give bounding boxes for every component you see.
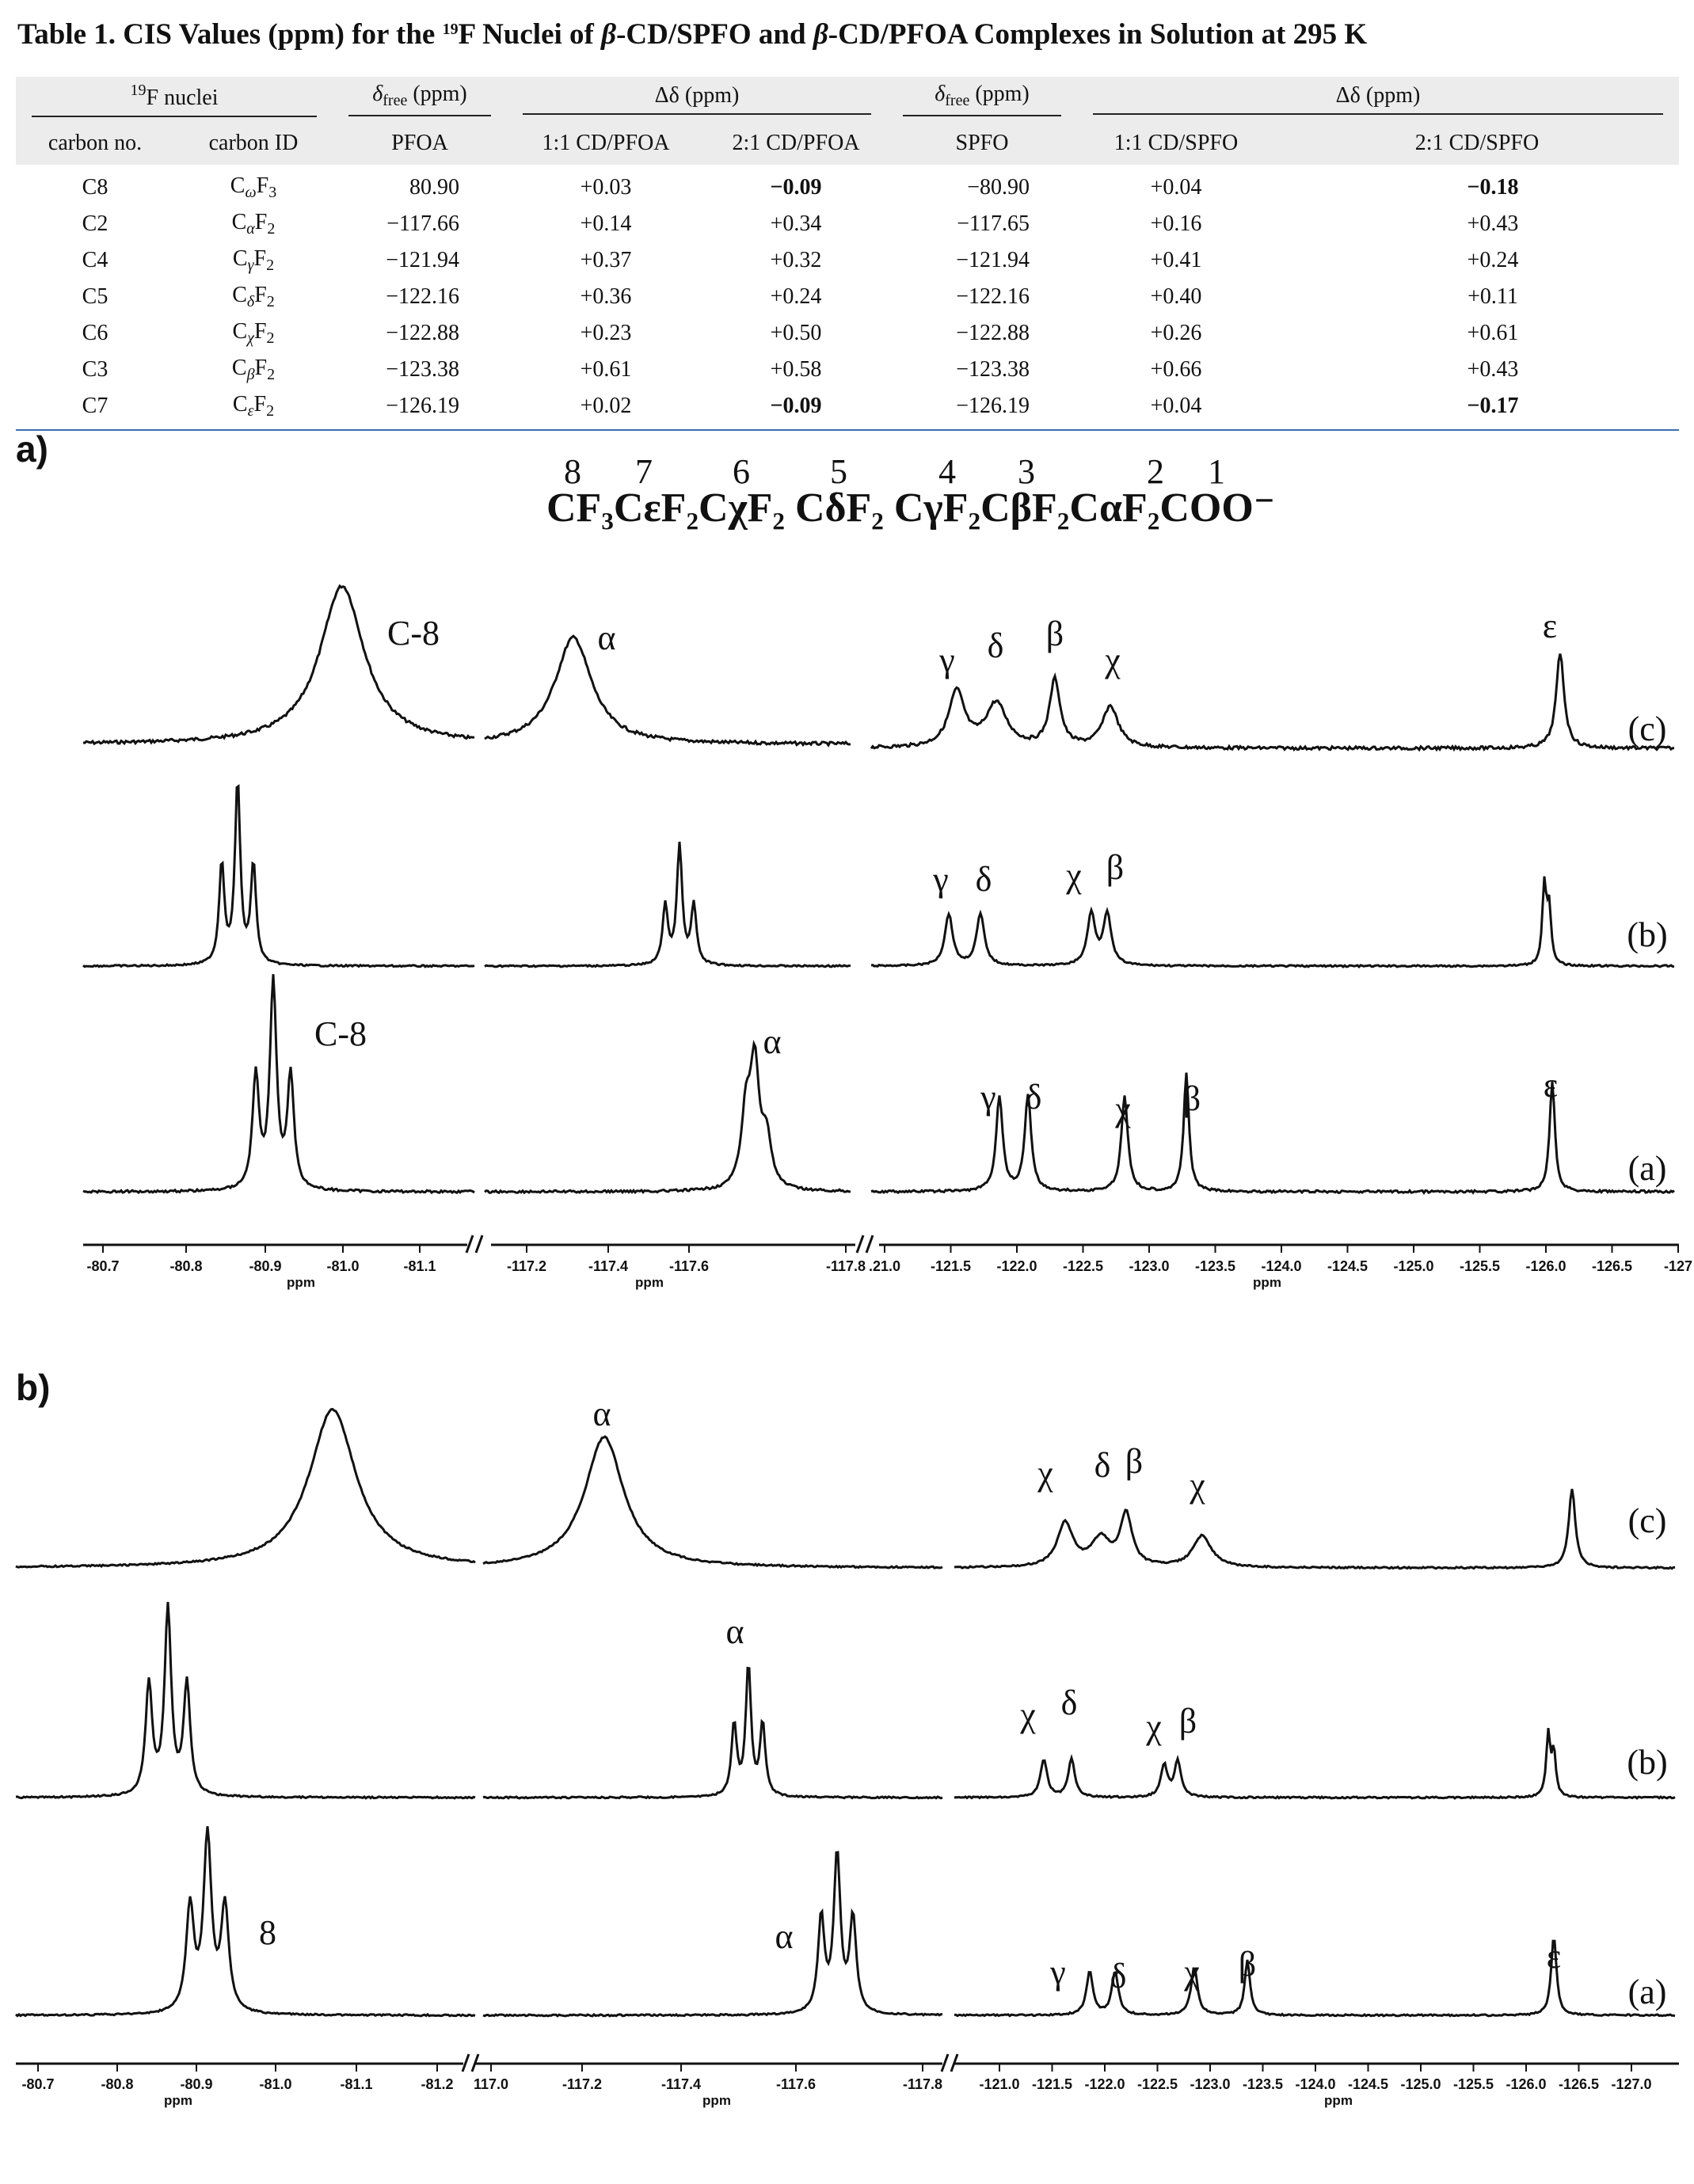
axis-unit-label: ppm [287,1275,315,1290]
axis-tick-label: -80.7 [21,2076,55,2092]
cell-spfo-11: +0.16 [1150,211,1202,236]
cell-pfoa: 80.90 [409,175,459,200]
axis-tick-label: -125.5 [1459,1258,1501,1274]
axis-tick-label: -121.5 [930,1258,972,1274]
cell-spfo-21: −0.18 [1467,175,1519,200]
axis-tick-label: -126.5 [1591,1258,1633,1274]
cell-spfo-11: +0.04 [1150,394,1202,418]
axis-tick-label: 117.0 [473,2076,509,2092]
cell-spfo-11: +0.41 [1150,248,1202,272]
cell-pfoa-21: +0.50 [770,321,822,345]
axis-unit-label: ppm [635,1275,664,1290]
cell-spfo-11: +0.66 [1150,357,1202,382]
peak-label-a-b: χ [1066,856,1082,895]
spectrum-a-a-seg1 [83,974,474,1193]
col-carbon-id: carbon ID [174,121,333,165]
axis-tick-label: -122.5 [1136,2076,1178,2092]
peak-label-b-c: χ [1190,1466,1205,1505]
peak-label-b-b: χ [1020,1695,1036,1734]
cell-spfo-11: +0.40 [1150,284,1202,309]
peak-label-a-c: C-8 [387,614,440,653]
axis-tick-label: -122.5 [1062,1258,1104,1274]
peak-label-a-c: α [597,618,616,657]
axis-unit-label: ppm [1253,1275,1281,1290]
peak-label-b-a: β [1238,1945,1257,1984]
cell-carbon-id: $C_\beta F_2$ [231,356,276,383]
header-nuclei: $^{19}$F nuclei [16,77,333,121]
peak-label-b-c: δ [1094,1446,1111,1485]
cell-carbon-no: C5 [82,284,108,309]
axis-break [466,1235,482,1253]
axis-unit-label: ppm [1324,2093,1353,2108]
axis-tick-label: -80.9 [180,2076,213,2092]
header-ddelta-spfo: Δδ (ppm) [1077,77,1679,121]
cell-pfoa: −123.38 [386,357,459,382]
cell-pfoa-11: +0.03 [580,175,632,200]
spectrum-b-b-seg3 [954,1728,1675,1798]
axis-break [942,2054,957,2072]
peak-label-a-a: α [763,1022,782,1061]
cell-carbon-id: $C_\alpha F_2$ [231,210,276,238]
cell-carbon-id: $C_\varepsilon F_2$ [232,392,275,420]
spectrum-a-c-seg2 [485,636,851,745]
axis-tick-label: -127 [1663,1258,1693,1274]
spectrum-b-b-seg1 [16,1602,475,1798]
peak-label-b-a: γ [1050,1953,1066,1992]
cell-pfoa-21: −0.09 [770,394,822,418]
col-spfo: SPFO [887,121,1077,165]
axis-tick-label: -117.8 [902,2076,943,2092]
peak-label-b-b: χ [1146,1707,1162,1746]
cell-spfo-21: +0.11 [1467,284,1518,309]
peak-label-b-b: β [1178,1702,1197,1741]
formula-number: 1 [1208,452,1225,491]
formula-number: 6 [733,452,750,491]
cell-spfo-21: +0.43 [1467,357,1519,382]
peak-label-a-c: δ [987,626,1004,665]
peak-label-a-b: γ [933,860,949,899]
formula-number: 7 [635,452,653,491]
cell-spfo-21: +0.24 [1467,248,1519,272]
axis-tick-label: -124.0 [1261,1258,1302,1274]
peak-label-b-b: δ [1060,1684,1078,1722]
cell-pfoa-11: +0.14 [580,211,632,236]
spectrum-b-a-seg2 [483,1852,942,2016]
cell-pfoa: −122.88 [386,321,459,345]
cell-pfoa-21: +0.24 [770,284,822,309]
cell-pfoa-11: +0.02 [580,394,632,418]
axis-tick-label: -80.7 [86,1258,120,1274]
axis-break [463,2054,478,2072]
peak-label-a-a: C-8 [314,1014,367,1053]
peak-label-b-a: 8 [259,1913,276,1952]
peak-label-a-a: β [1182,1079,1201,1118]
trace-label-a: (a) [1627,1973,1667,2011]
axis-tick-label: -117.6 [775,2076,817,2092]
peak-label-a-a: ε [1543,1066,1559,1105]
peak-label-b-c: χ [1037,1454,1053,1493]
cell-spfo: −122.88 [956,321,1030,345]
axis-tick-label: -117.4 [588,1258,629,1274]
spectrum-b-b-seg2 [483,1668,942,1798]
cell-spfo: −122.16 [956,284,1030,309]
axis-tick-label: -81.2 [421,2076,454,2092]
cell-spfo: −117.65 [957,211,1030,236]
axis-tick-label: -124.5 [1327,1258,1369,1274]
peak-label-b-c: α [592,1394,611,1433]
header-ddelta-pfoa: Δδ (ppm) [507,77,887,121]
axis-tick-label: -126.0 [1525,1258,1566,1274]
spectrum-a-b-seg2 [485,842,851,967]
peak-label-a-c: ε [1542,607,1558,645]
axis-tick-label: -123.5 [1194,1258,1236,1274]
spectrum-a-b-seg1 [83,786,474,967]
cell-pfoa: −121.94 [386,248,459,272]
axis-tick-label: -124.0 [1295,2076,1336,2092]
peak-label-a-a: χ [1115,1090,1131,1128]
axis-unit-label: ppm [702,2093,731,2108]
panel-b-label: b) [16,1367,51,1408]
axis-tick-label: .21.0 [868,1258,901,1274]
cell-carbon-no: C6 [82,321,108,345]
table-caption: Table 1. CIS Values (ppm) for the $^{19}$F Nuclei of β-CD/SPFO and β-CD/PFOA Complexes in Solution at 295 K [17,18,1368,51]
axis-tick-label: -117.4 [660,2076,702,2092]
axis-tick-label: -80.9 [249,1258,282,1274]
cell-spfo-21: −0.17 [1467,394,1519,418]
cell-carbon-no: C4 [82,248,108,272]
axis-tick-label: -117.6 [668,1258,710,1274]
axis-tick-label: -80.8 [101,2076,134,2092]
axis-tick-label: -81.0 [259,2076,292,2092]
peak-label-a-b: β [1106,848,1125,887]
cell-carbon-no: C8 [82,175,108,200]
peak-label-a-a: γ [980,1078,996,1117]
axis-tick-label: -122.0 [1084,2076,1125,2092]
spectrum-a-a-seg2 [485,1044,851,1193]
axis-tick-label: -124.5 [1347,2076,1389,2092]
cell-carbon-no: C7 [82,394,108,418]
axis-tick-label: -123.5 [1242,2076,1284,2092]
cell-pfoa: −117.66 [386,211,459,236]
cell-carbon-no: C3 [82,357,108,382]
peak-label-a-c: χ [1105,641,1121,679]
axis-tick-label: -81.0 [326,1258,360,1274]
axis-tick-label: -126.5 [1558,2076,1600,2092]
peak-label-b-c: β [1125,1442,1144,1481]
col-spfo-21: 2:1 CD/SPFO [1275,121,1679,165]
cell-pfoa-11: +0.36 [580,284,632,309]
cell-pfoa-21: +0.34 [770,211,822,236]
cell-spfo: −123.38 [956,357,1030,382]
peak-label-b-b: α [725,1612,744,1651]
axis-break [857,1235,873,1253]
spectrum-b-c-seg1 [16,1410,475,1568]
axis-tick-label: -80.8 [169,1258,203,1274]
cell-pfoa-11: +0.23 [580,321,632,345]
spectrum-a-c-seg1 [83,586,474,744]
header-dfree-pfoa: $\delta_{free}$ (ppm) [333,77,507,121]
trace-label-a: (a) [1627,1149,1667,1188]
col-pfoa: PFOA [333,121,507,165]
axis-tick-label: -81.1 [340,2076,373,2092]
axis-tick-label: -122.0 [996,1258,1037,1274]
cell-spfo-21: +0.43 [1467,211,1519,236]
cell-spfo-21: +0.61 [1467,321,1519,345]
peak-label-a-c: β [1045,614,1064,653]
peak-label-b-a: χ [1184,1953,1200,1992]
axis-tick-label: -117.2 [506,1258,547,1274]
cell-pfoa-11: +0.37 [580,248,632,272]
header-dfree-spfo: $\delta_{free}$ (ppm) [887,77,1077,121]
cell-spfo: −126.19 [956,394,1030,418]
axis-tick-label: -127.0 [1611,2076,1652,2092]
col-pfoa-11: 1:1 CD/PFOA [507,121,705,165]
cell-carbon-id: $C_\chi F_2$ [232,319,275,347]
axis-tick-label: -123.0 [1190,2076,1231,2092]
cell-carbon-id: $C_\omega F_3$ [230,173,277,201]
panel-a-label: a) [16,428,48,470]
trace-label-b: (b) [1627,1743,1668,1782]
spectrum-b-a-seg1 [16,1826,475,2016]
axis-tick-label: -126.0 [1506,2076,1547,2092]
axis-tick-label: -81.1 [403,1258,436,1274]
formula-number: 3 [1018,452,1035,491]
axis-tick-label: -117.8 [825,1258,866,1274]
formula-number: 2 [1147,452,1164,491]
axis-tick-label: -121.5 [1031,2076,1073,2092]
formula-number: 8 [564,452,581,491]
pfoa-formula: CF₃CεF₂CχF₂ CδF₂ CγF₂CβF₂CαF₂COO⁻ [546,485,1276,531]
trace-label-b: (b) [1627,915,1668,954]
cell-carbon-id: $C_\delta F_2$ [232,283,275,310]
cell-pfoa-21: +0.32 [770,248,822,272]
axis-tick-label: -123.0 [1129,1258,1170,1274]
formula-number: 5 [830,452,847,491]
peak-label-b-a: δ [1110,1957,1127,1996]
cell-carbon-id: $C_\gamma F_2$ [232,246,275,274]
peak-label-a-a: δ [1025,1078,1042,1117]
peak-label-b-a: α [775,1917,794,1956]
axis-tick-label: -125.0 [1400,2076,1441,2092]
spectrum-b-c-seg3 [954,1489,1675,1568]
axis-unit-label: ppm [164,2093,192,2108]
spectrum-b-c-seg2 [483,1436,942,1568]
cell-carbon-no: C2 [82,211,108,236]
spectrum-a-c-seg3 [871,654,1674,750]
cell-pfoa: −126.19 [386,394,459,418]
col-pfoa-21: 2:1 CD/PFOA [705,121,887,165]
formula-number: 4 [938,452,956,491]
cell-pfoa-21: +0.58 [770,357,822,382]
axis-tick-label: -121.0 [979,2076,1020,2092]
cell-pfoa-21: −0.09 [770,175,822,200]
axis-tick-label: -125.0 [1393,1258,1434,1274]
axis-tick-label: -125.5 [1452,2076,1494,2092]
trace-label-c: (c) [1627,710,1667,748]
peak-label-a-b: δ [975,860,992,899]
cell-spfo-11: +0.26 [1150,321,1202,345]
trace-label-c: (c) [1627,1501,1667,1540]
col-carbon-no: carbon no. [16,121,174,165]
cell-pfoa: −122.16 [386,284,459,309]
cell-pfoa-11: +0.61 [580,357,632,382]
cell-spfo: −121.94 [956,248,1030,272]
col-spfo-11: 1:1 CD/SPFO [1077,121,1275,165]
axis-tick-label: -117.2 [561,2076,603,2092]
peak-label-b-a: ε [1546,1937,1562,1976]
peak-label-a-c: γ [939,641,955,679]
cell-spfo-11: +0.04 [1150,175,1202,200]
cell-spfo: −80.90 [967,175,1030,200]
